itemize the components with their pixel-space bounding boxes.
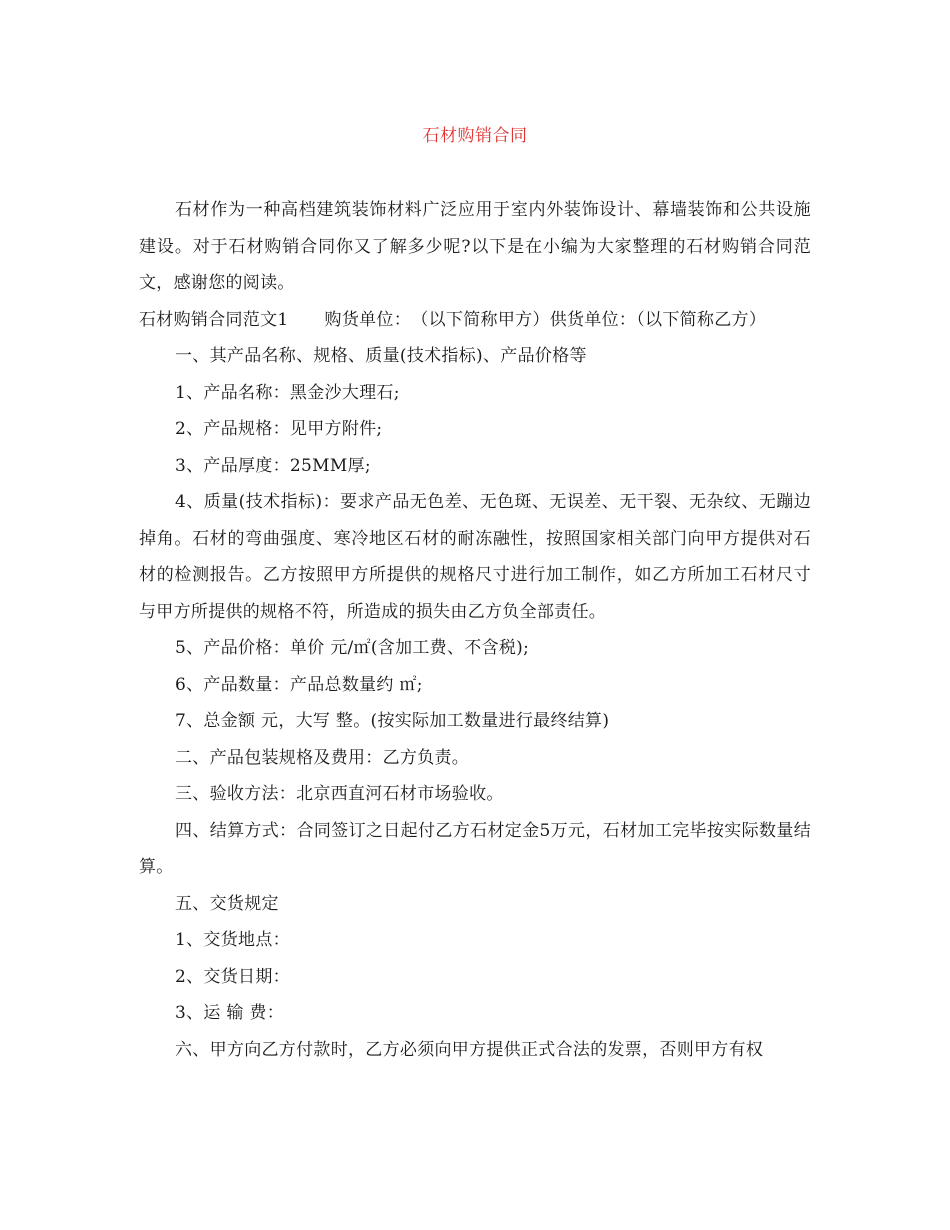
intro-paragraph: 石材作为一种高档建筑装饰材料广泛应用于室内外装饰设计、幕墙装饰和公共设施建设。对于石材购销合同你又了解多少呢?以下是在小编为大家整理的石材购销合同范文，感谢您的阅读。	[139, 200, 811, 293]
clause-5-item-1: 1、交货地点：	[175, 930, 290, 950]
sample-title: 石材购销合同范文1	[139, 309, 289, 330]
clause-6: 六、甲方向乙方付款时，乙方必须向甲方提供正式合法的发票，否则甲方有权	[175, 1039, 764, 1060]
clause-2: 二、产品包装规格及费用：乙方负责。	[175, 747, 470, 768]
sample-heading-paragraph	[139, 302, 811, 339]
clause-4: 四、结算方式：合同签订之日起付乙方石材定金5万元，石材加工完毕按实际数量结算。	[139, 820, 811, 877]
clause-1-item-7: 7、总金额 元，大写 整。(按实际加工数量进行最终结算)	[175, 711, 610, 731]
clause-5-item-3: 3、运 输 费：	[175, 1003, 285, 1023]
clause-1-item-6: 6、产品数量：产品总数量约 ㎡;	[175, 674, 423, 695]
clause-3: 三、验收方法：北京西直河石材市场验收。	[175, 784, 504, 804]
clause-1-item-3: 3、产品厚度：25MM厚;	[175, 455, 371, 476]
clause-1-item-1: 1、产品名称：黑金沙大理石;	[175, 382, 400, 403]
document-title: 石材购销合同	[422, 126, 528, 146]
clause-1-item-2: 2、产品规格：见甲方附件;	[175, 419, 383, 439]
clause-1-heading: 一、其产品名称、规格、质量(技术指标)、产品价格等	[175, 346, 587, 366]
clause-5-heading: 五、交货规定	[175, 893, 279, 914]
parties-line: 购货单位： （以下简称甲方）供货单位：（以下简称乙方）	[324, 309, 767, 330]
clause-1-item-5: 5、产品价格：单价 元/㎡(含加工费、不含税);	[175, 638, 530, 658]
clause-5-item-2: 2、交货日期：	[175, 966, 290, 987]
document-body	[139, 192, 811, 1068]
clause-1-item-4: 4、质量(技术指标)：要求产品无色差、无色斑、无误差、无干裂、无杂纹、无蹦边掉角。石材的弯曲强度、寒冷地区石材的耐冻融性，按照国家相关部门向甲方提供对石材的检测报告。乙方按照甲方所提供的规格尺寸进行加工制作，如乙方所加工石材尺寸与甲方所提供的规格不符，所造成的损失由乙方负全部责任。	[139, 492, 811, 622]
